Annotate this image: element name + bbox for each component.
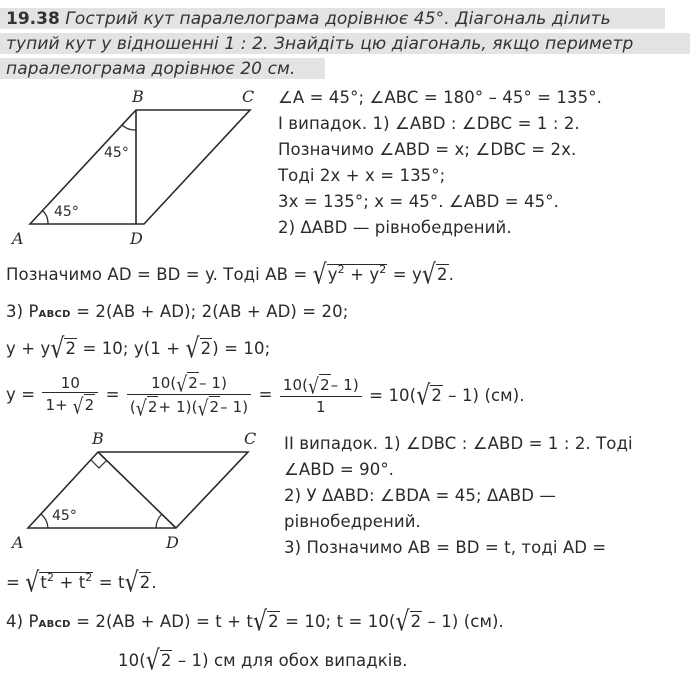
fig1-label-C: C xyxy=(242,87,255,106)
fig1-angle-A: 45° xyxy=(54,204,79,220)
sqrt-content: 2 xyxy=(209,398,220,416)
fig1-label-D: D xyxy=(130,229,143,248)
answer-text-b: – 1) см для обох випадків. xyxy=(172,651,408,670)
task-text-3: паралелограма дорівнює 20 см. xyxy=(6,59,296,79)
sqrt-sign: √ xyxy=(421,259,436,291)
eq2-line-7 xyxy=(6,606,504,638)
eq2-7-text-c: = 10; t = 10( xyxy=(279,612,396,631)
sqrt-sign: √ xyxy=(50,333,65,365)
task-line-1 xyxy=(6,9,611,29)
sqrt-content: 2 xyxy=(65,339,77,358)
eq10-equals-1: = xyxy=(105,385,120,404)
sqrt-sign: √ xyxy=(185,333,200,365)
f1-den-text: 1+ xyxy=(45,396,73,414)
sqrt-sign: √ xyxy=(197,396,209,422)
eq10-text-c: – 1) (см). xyxy=(442,385,525,405)
figure-1-arc-A xyxy=(42,210,48,224)
eq7-text-b: = y xyxy=(387,265,422,284)
eq2-6-exp2: 2 xyxy=(85,571,93,584)
eq9-text: y + y xyxy=(6,339,51,358)
eq2-6-dot: . xyxy=(151,573,157,592)
f3-num-a: 10( xyxy=(282,376,309,394)
task-line-3 xyxy=(6,59,295,79)
sol1-line-3: Позначимо ∠ABD = x; ∠DBC = 2x. xyxy=(278,140,577,159)
eq9-text-b: = 10; y(1 + xyxy=(77,339,186,358)
eq2-6-exp1: 2 xyxy=(46,571,55,584)
figure-2-arc-D xyxy=(156,514,162,528)
sqrt-content: 2 xyxy=(147,398,158,416)
sol2-line-5: 3) Позначимо AB = BD = t, тоді AD = xyxy=(284,538,607,557)
sol1-line-6: 2) ΔABD — рівнобедрений. xyxy=(278,218,512,237)
fraction-2 xyxy=(127,372,251,422)
eq2-line-6 xyxy=(6,567,157,599)
fraction-3 xyxy=(280,374,362,416)
fraction-1-num: 10 xyxy=(60,374,81,392)
sqrt-sign: √ xyxy=(124,567,139,599)
sol2-line-1: II випадок. 1) ∠DBC : ∠ABD = 1 : 2. Тоді xyxy=(284,434,633,453)
fraction-1-den xyxy=(42,392,98,420)
f2-den-c: – 1) xyxy=(220,398,249,416)
sqrt-content: 2 xyxy=(410,612,422,631)
sol1-line-5: 3x = 135°; x = 45°. ∠ABD = 45°. xyxy=(278,192,559,211)
sol2-line-3: 2) У ΔABD: ∠BDA = 45; ΔABD — xyxy=(284,486,556,505)
sqrt-sign: √ xyxy=(416,380,431,412)
sqrt-content: 2 xyxy=(431,385,442,405)
task-number: 19.38 xyxy=(6,9,60,29)
task-text-2: тупий кут у відношенні 1 : 2. Знайдіть цю діагональ, якщо периметр xyxy=(6,34,634,54)
sqrt-content: 2 xyxy=(200,339,212,358)
eq9-text-c: ) = 10; xyxy=(212,339,271,358)
sqrt-sign: √ xyxy=(25,567,40,599)
sqrt-sign: √ xyxy=(312,259,327,291)
sqrt-sign: √ xyxy=(145,645,160,677)
f2-num-b: – 1) xyxy=(198,374,228,392)
f2-den-a: ( xyxy=(129,398,136,416)
eq7-exp2: 2 xyxy=(379,263,387,276)
sol2-line-2: ∠ABD = 90°. xyxy=(284,460,395,479)
sqrt-sign: √ xyxy=(72,394,84,420)
figure-2-diagonal xyxy=(98,452,176,528)
fraction-3-num xyxy=(280,374,362,400)
sqrt-sign: √ xyxy=(135,396,147,422)
eq7-y1: y xyxy=(327,265,338,284)
eq8-sub: ABCD xyxy=(38,309,71,320)
eq7-exp1: 2 xyxy=(337,263,345,276)
sqrt-content: 2 xyxy=(188,374,198,392)
figure-2-arc-A xyxy=(41,514,48,528)
eq2-7-text-b: = 2(AB + AD) = t + t xyxy=(70,612,254,631)
figure-2-right-angle xyxy=(91,460,107,468)
fraction-2-num xyxy=(127,372,251,398)
figure-2-parallelogram xyxy=(10,428,280,558)
eq-line-9 xyxy=(6,333,271,365)
sol2-line-4: рівнобедрений. xyxy=(284,512,421,531)
fig2-label-A: A xyxy=(12,533,24,552)
eq-line-10 xyxy=(6,372,525,422)
answer-text-a: 10( xyxy=(118,651,146,670)
eq8-text-b: = 2(AB + AD); 2(AB + AD) = 20; xyxy=(70,302,349,321)
sqrt-sign: √ xyxy=(395,606,410,638)
fig1-angle-B: 45° xyxy=(104,145,129,161)
fig2-label-B: B xyxy=(92,429,104,448)
fig2-label-C: C xyxy=(244,429,257,448)
fig1-label-A: A xyxy=(12,229,24,248)
eq2-6-t1: t xyxy=(40,573,47,592)
eq2-6-t2: t xyxy=(78,573,86,592)
figure-1-parallelogram xyxy=(10,82,280,252)
eq7-dot: . xyxy=(448,265,454,284)
sol1-line-4: Тоді 2x + x = 135°; xyxy=(278,166,446,185)
sqrt-sign: √ xyxy=(308,374,320,400)
f2-num-a: 10( xyxy=(151,374,177,392)
eq7-text: Позначимо AD = BD = y. Тоді AB = xyxy=(6,265,313,284)
sqrt-content: 2 xyxy=(84,396,95,414)
eq10-equals-2: = xyxy=(258,385,273,404)
sqrt-sign: √ xyxy=(176,372,188,398)
fraction-3-den: 1 xyxy=(280,396,362,416)
eq-line-7 xyxy=(6,259,454,291)
sqrt-content: 2 xyxy=(160,651,172,670)
eq10-tail xyxy=(369,380,525,412)
eq2-6-plus: + xyxy=(54,573,79,592)
eq10-text-b: = 10( xyxy=(369,385,417,405)
fig2-angle-A: 45° xyxy=(52,508,77,524)
sqrt-sign: √ xyxy=(253,606,268,638)
eq2-6-text: = xyxy=(6,573,26,592)
eq10-text: y = xyxy=(6,385,41,404)
fig1-label-B: B xyxy=(132,87,144,106)
eq2-7-text-d: – 1) (см). xyxy=(422,612,504,631)
sqrt-content: 2 xyxy=(139,573,151,592)
fig2-label-D: D xyxy=(166,533,179,552)
eq2-7-sub: ABCD xyxy=(38,619,71,630)
fraction-2-den xyxy=(127,394,251,422)
sqrt-content: 2 xyxy=(268,612,279,631)
eq-line-8 xyxy=(6,302,348,325)
f2-den-b: + 1)( xyxy=(158,398,198,416)
fraction-1 xyxy=(42,374,98,420)
eq2-7-text: 4) P xyxy=(6,612,39,631)
task-text-1: Гострий кут паралелограма дорівнює 45°. Діагональ ділить xyxy=(65,9,611,29)
f3-num-b: – 1) xyxy=(330,376,359,394)
sqrt-content xyxy=(327,264,388,284)
sqrt-content xyxy=(39,572,93,592)
sol1-line-2: І випадок. 1) ∠ABD : ∠DBC = 1 : 2. xyxy=(278,114,580,133)
sqrt-content: 2 xyxy=(436,265,448,284)
sol1-line-1: ∠A = 45°; ∠ABC = 180° – 45° = 135°. xyxy=(278,88,602,107)
figure-1-arc-B xyxy=(122,125,136,130)
eq8-text: 3) P xyxy=(6,302,39,321)
eq2-6-text-b: = t xyxy=(93,573,125,592)
task-line-2 xyxy=(6,34,633,54)
sqrt-content: 2 xyxy=(320,376,330,394)
eq7-y2: y xyxy=(369,265,380,284)
answer-line xyxy=(118,645,408,677)
eq7-plus: + xyxy=(344,265,370,284)
